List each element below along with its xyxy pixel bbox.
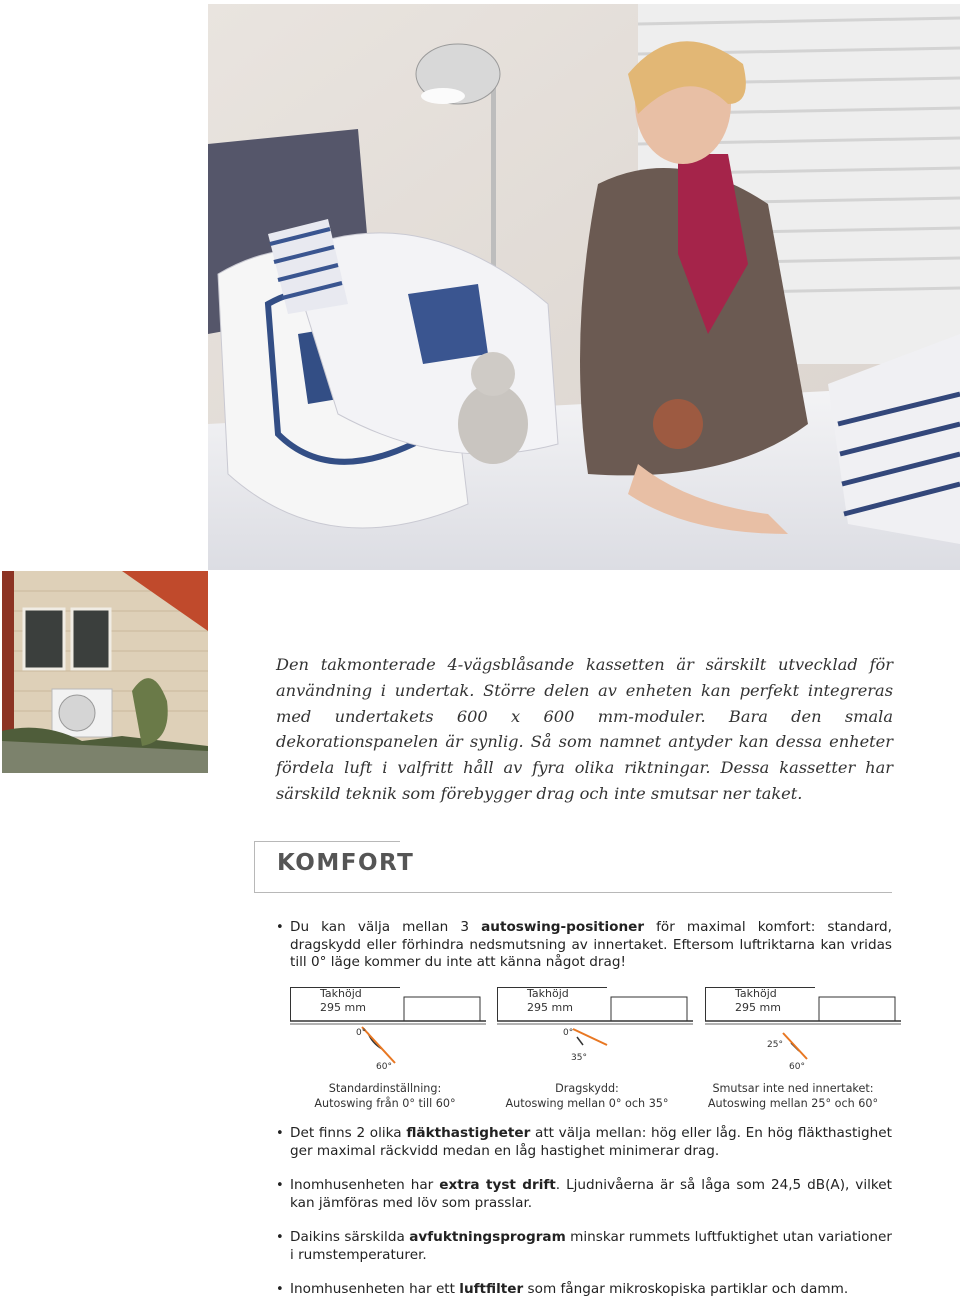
bullet-quiet-operation — [276, 1177, 892, 1212]
angle-start: 25° — [767, 1040, 783, 1050]
heading-rule-left — [254, 841, 255, 892]
ceiling-height-title: Takhöjd — [527, 987, 569, 1000]
bullet-text-post: för maximal komfort: standard, dragskydd eller förhindra nedsmutsning av innertaket. Eftersom luftriktarna kan vridas till 0° läge kommer du inte att känna något drag! — [290, 919, 892, 970]
section-title: KOMFORT — [277, 850, 415, 876]
bullet-text-post: . Ljudnivåerna är så låga som 24,5 dB(A), vilket kan jämföras med löv som prasslar. — [290, 1177, 892, 1211]
ceiling-height-value: 295 mm — [320, 1001, 366, 1014]
section-heading-frame — [254, 841, 892, 893]
bullet-air-filter — [276, 1281, 892, 1299]
caption-detail: Autoswing från 0° till 60° — [314, 1096, 456, 1110]
angle-end: 60° — [789, 1062, 805, 1072]
swing-diagram — [497, 985, 693, 1075]
bullet-text-bold: luftfilter — [459, 1281, 524, 1297]
heading-rule-top — [254, 841, 400, 842]
bullet-text-pre: Daikins särskilda — [290, 1229, 410, 1245]
caption-detail: Autoswing mellan 25° och 60° — [707, 1096, 879, 1110]
swing-diagram — [705, 985, 901, 1075]
caption-standard — [287, 1082, 483, 1111]
diagram-ceiling-soiling — [705, 985, 901, 1075]
bullet-text-pre: Det finns 2 olika — [290, 1125, 407, 1141]
intro-text: Den takmonterade 4-vägsblåsande kassetten är särskilt utvecklad för användning i undertak. Större delen av enheten kan perfekt integreras med undertakets 600 x 600 mm-moduler. Bara den smala dekorationspanelen är synlig. Så som namnet antyder kan dessa enheter fördela luft i valfritt håll av fyra olika riktningar. Dessa kassetter har särskild teknik som förebygger drag och inte smutsar ner taket. — [276, 655, 893, 803]
bullet-dehumidify — [276, 1229, 892, 1264]
house-photo — [2, 571, 208, 773]
house-photo-illustration — [2, 571, 208, 773]
diagram-standard — [290, 985, 486, 1075]
bullet-text-pre: Inomhusenheten har — [290, 1177, 440, 1193]
bedroom-photo — [208, 4, 960, 570]
swing-diagram — [290, 985, 486, 1075]
bullet-text-bold: extra tyst drift — [439, 1177, 556, 1193]
bullet-text-post: som fångar mikroskopiska partiklar och damm. — [523, 1281, 849, 1297]
angle-start: 0° — [563, 1028, 574, 1038]
caption-detail: Autoswing mellan 0° och 35° — [505, 1096, 669, 1110]
bullet-text-bold: avfuktningsprogram — [409, 1229, 566, 1245]
bullet-dot: • — [276, 1178, 284, 1193]
caption-ceiling-soiling — [695, 1082, 891, 1111]
bullet-fan-speeds — [276, 1125, 892, 1160]
angle-start: 0° — [356, 1028, 367, 1038]
angle-end: 60° — [376, 1062, 392, 1072]
bullet-text-post: att välja mellan: hög eller låg. En hög fläkthastighet ger maximal räckvidd medan en låg hastighet minimerar drag. — [290, 1125, 892, 1159]
bullet-autoswing — [276, 919, 892, 972]
bedroom-photo-illustration — [208, 4, 960, 570]
diagram-draft-protection — [497, 985, 693, 1075]
bullet-dot: • — [276, 920, 284, 935]
bullet-text-pre: Du kan välja mellan 3 — [290, 919, 482, 935]
caption-draft-protection — [489, 1082, 685, 1111]
ceiling-height-value: 295 mm — [735, 1001, 781, 1014]
heading-rule-bottom — [254, 892, 892, 893]
bullet-text-pre: Inomhusenheten har ett — [290, 1281, 460, 1297]
bullet-dot: • — [276, 1126, 284, 1141]
caption-title: Dragskydd: — [555, 1082, 619, 1095]
ceiling-height-value: 295 mm — [527, 1001, 573, 1014]
bullet-dot: • — [276, 1282, 284, 1297]
intro-paragraph — [276, 652, 893, 807]
angle-end: 35° — [571, 1053, 587, 1063]
bullet-dot: • — [276, 1230, 284, 1245]
bullet-text-bold: autoswing-positioner — [481, 919, 645, 935]
caption-title: Standardinställning: — [328, 1082, 442, 1095]
bullet-text-bold: fläkthastigheter — [406, 1125, 531, 1141]
ceiling-height-title: Takhöjd — [735, 987, 777, 1000]
bullet-text-post: minskar rummets luftfuktighet utan variationer i rumstemperaturer. — [290, 1229, 892, 1263]
ceiling-height-title: Takhöjd — [320, 987, 362, 1000]
caption-title: Smutsar inte ned innertaket: — [712, 1082, 874, 1095]
